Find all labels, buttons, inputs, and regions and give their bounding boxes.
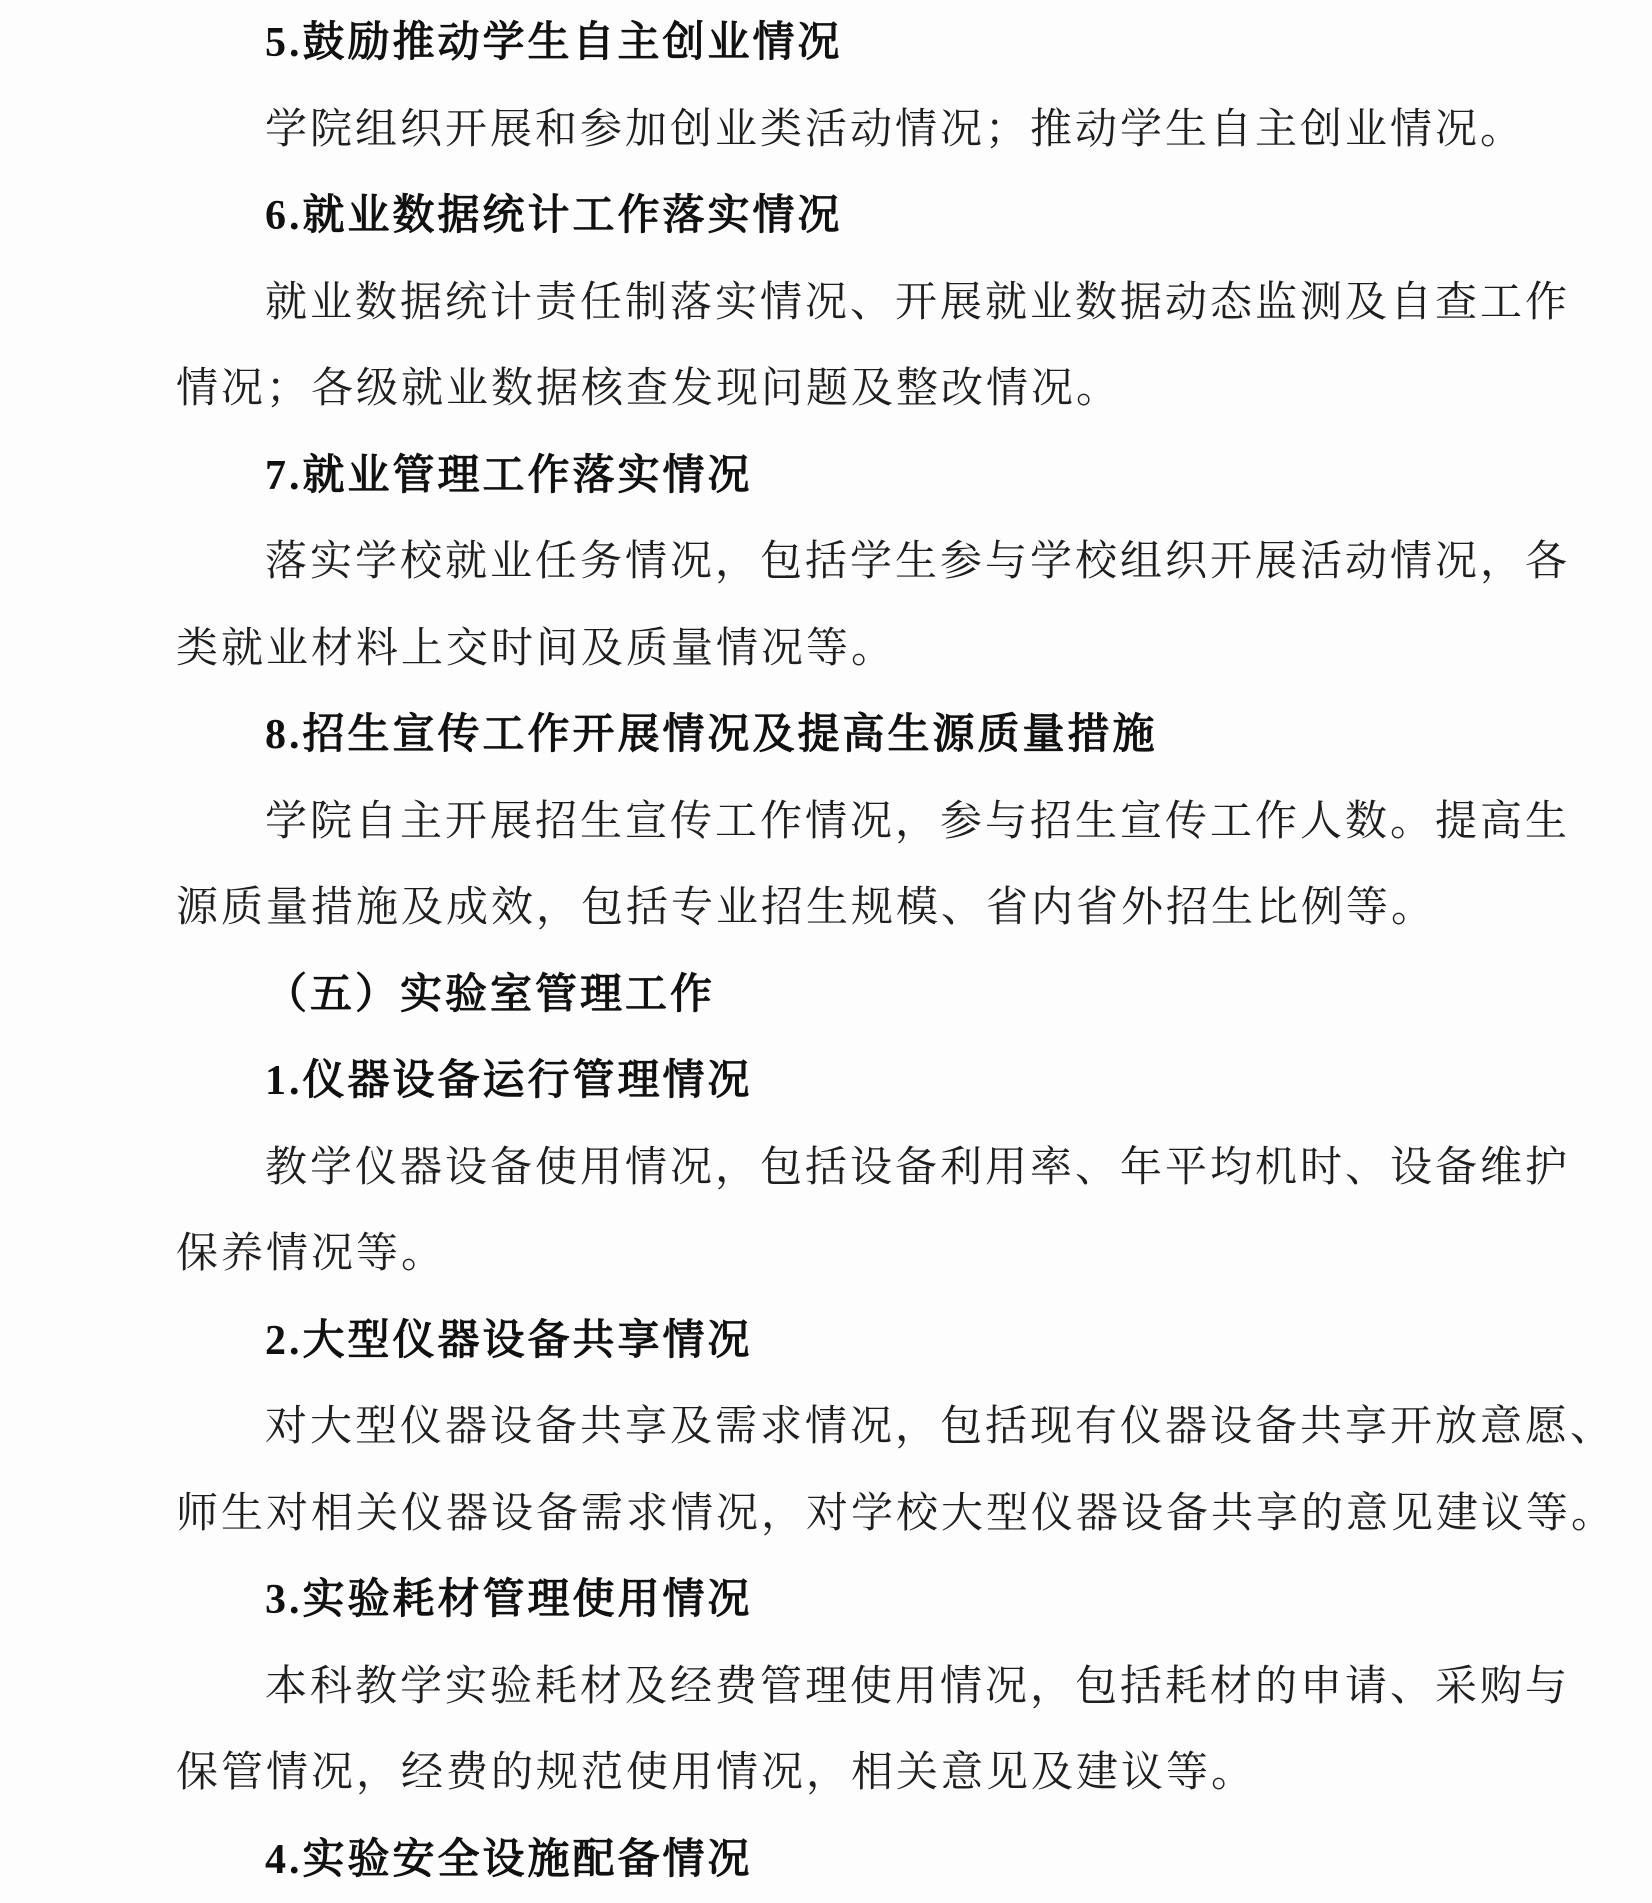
text-line: 1.仪器设备运行管理情况 (265, 1058, 753, 1104)
text-line: 师生对相关仪器设备需求情况，对学校大型仪器设备共享的意见建议等。 (176, 1490, 1617, 1537)
text-line: 落实学校就业任务情况，包括学生参与学校组织开展活动情况，各 (265, 539, 1571, 585)
paragraph-heading (176, 433, 1616, 520)
paragraph-section-heading (176, 952, 1616, 1039)
text-line: 教学仪器设备使用情况，包括设备利用率、年平均机时、设备维护 (265, 1144, 1571, 1191)
paragraph-body (176, 519, 1616, 692)
text-line: 保管情况，经费的规范使用情况，相关意见及建议等。 (176, 1750, 1257, 1796)
text-line: 8.招生宣传工作开展情况及提高生源质量措施 (265, 712, 1158, 758)
text-line: 学院组织开展和参加创业类活动情况；推动学生自主创业情况。 (265, 106, 1526, 153)
paragraph-heading (176, 173, 1616, 260)
text-line: 5.鼓励推动学生自主创业情况 (265, 20, 843, 66)
text-line: 学院自主开展招生宣传工作情况，参与招生宣传工作人数。提高生 (265, 798, 1571, 845)
text-line: 7.就业管理工作落实情况 (265, 452, 753, 499)
paragraph-heading (176, 1817, 1616, 1903)
paragraph-heading (176, 1557, 1616, 1644)
paragraph-body (176, 1125, 1616, 1298)
text-line: 类就业材料上交时间及质量情况等。 (176, 625, 897, 672)
text-line: 4.实验安全设施配备情况 (265, 1836, 753, 1883)
document-text (176, 0, 1616, 1903)
text-line: 情况；各级就业数据核查发现问题及整改情况。 (176, 366, 1122, 412)
paragraph-heading (176, 1038, 1616, 1125)
text-line: 对大型仪器设备共享及需求情况，包括现有仪器设备共享开放意愿、 (265, 1404, 1616, 1450)
paragraph-body (176, 1384, 1616, 1557)
paragraph-body (176, 87, 1616, 174)
text-line: （五）实验室管理工作 (265, 971, 716, 1018)
text-line: 2.大型仪器设备共享情况 (265, 1317, 753, 1364)
text-line: 3.实验耗材管理使用情况 (265, 1577, 753, 1623)
text-line: 6.就业数据统计工作落实情况 (265, 193, 843, 239)
text-line: 保养情况等。 (176, 1231, 447, 1277)
paragraph-body (176, 1644, 1616, 1817)
paragraph-body (176, 779, 1616, 952)
paragraph-heading (176, 692, 1616, 779)
paragraph-heading (176, 1298, 1616, 1385)
text-line: 源质量措施及成效，包括专业招生规模、省内省外招生比例等。 (176, 885, 1437, 931)
paragraph-body (176, 260, 1616, 433)
text-line: 就业数据统计责任制落实情况、开展就业数据动态监测及自查工作 (265, 279, 1571, 326)
text-line: 本科教学实验耗材及经费管理使用情况，包括耗材的申请、采购与 (265, 1663, 1571, 1710)
paragraph-heading (176, 0, 1616, 87)
